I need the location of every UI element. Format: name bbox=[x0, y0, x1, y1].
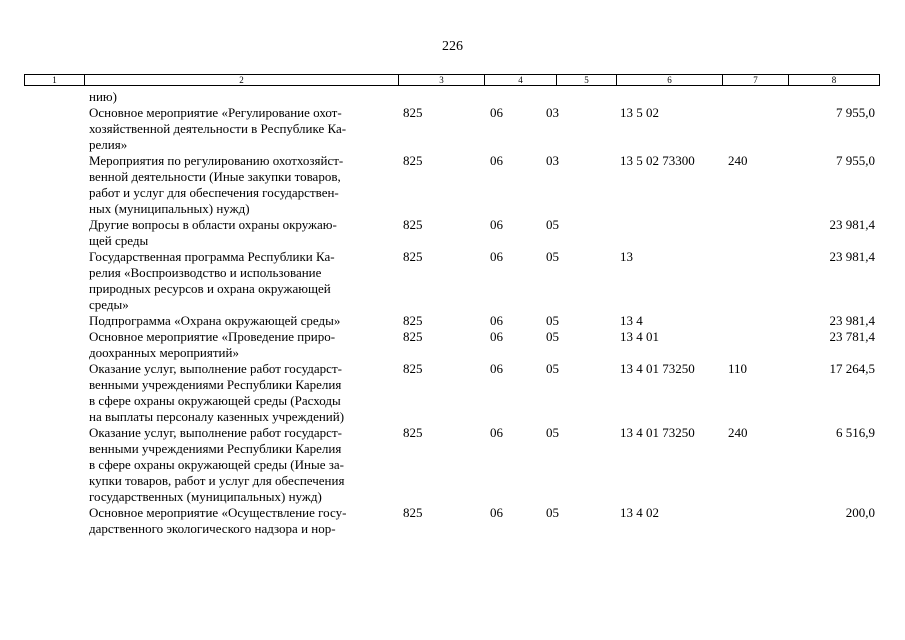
row-name-line: Оказание услуг, выполнение работ государст- bbox=[89, 425, 342, 440]
row-target-article-code: 13 4 01 bbox=[620, 329, 659, 344]
header-col-4: 4 bbox=[485, 75, 557, 85]
row-name-line: Основное мероприятие «Осуществление госу- bbox=[89, 505, 347, 520]
row-ministry-code: 825 bbox=[403, 217, 423, 232]
column-number-header bbox=[24, 74, 880, 86]
row-name-line: природных ресурсов и охрана окружающей bbox=[89, 281, 331, 296]
row-section-code: 06 bbox=[490, 217, 503, 232]
row-target-article-code: 13 bbox=[620, 249, 633, 264]
table-row bbox=[0, 329, 905, 361]
row-target-article-code: 13 5 02 73300 bbox=[620, 153, 695, 168]
row-name-line: венными учреждениями Республики Карелия bbox=[89, 441, 342, 456]
row-section-code: 06 bbox=[490, 249, 503, 264]
row-amount: 6 516,9 bbox=[836, 425, 875, 440]
row-name bbox=[89, 105, 389, 153]
header-col-8: 8 bbox=[831, 75, 837, 85]
row-name bbox=[89, 425, 389, 505]
table-row bbox=[0, 105, 905, 153]
table-row bbox=[0, 217, 905, 249]
row-name-line: Основное мероприятие «Проведение приро- bbox=[89, 329, 336, 344]
row-target-article-code: 13 4 01 73250 bbox=[620, 361, 695, 376]
row-ministry-code: 825 bbox=[403, 329, 423, 344]
row-expense-type-code: 240 bbox=[728, 153, 748, 168]
row-subsection-code: 03 bbox=[546, 105, 559, 120]
row-name-line: среды» bbox=[89, 297, 129, 312]
header-col-6: 6 bbox=[617, 75, 723, 85]
table-row bbox=[0, 249, 905, 313]
row-subsection-code: 05 bbox=[546, 505, 559, 520]
row-ministry-code: 825 bbox=[403, 505, 423, 520]
row-name-line: в сфере охраны окружающей среды (Расходы bbox=[89, 393, 341, 408]
row-target-article-code: 13 4 01 73250 bbox=[620, 425, 695, 440]
row-section-code: 06 bbox=[490, 313, 503, 328]
row-ministry-code: 825 bbox=[403, 249, 423, 264]
budget-table-body bbox=[0, 89, 905, 537]
row-ministry-code: 825 bbox=[403, 105, 423, 120]
row-target-article-code: 13 5 02 bbox=[620, 105, 659, 120]
row-name-line: ных (муниципальных) нужд) bbox=[89, 201, 250, 216]
row-name-line: релия» bbox=[89, 137, 128, 152]
row-name-line: купки товаров, работ и услуг для обеспечения bbox=[89, 473, 345, 488]
row-amount: 23 981,4 bbox=[829, 313, 875, 328]
row-subsection-code: 05 bbox=[546, 329, 559, 344]
row-name-line: в сфере охраны окружающей среды (Иные за- bbox=[89, 457, 344, 472]
row-name bbox=[89, 217, 389, 249]
header-col-3: 3 bbox=[399, 75, 485, 85]
page-number: 226 bbox=[442, 39, 463, 54]
row-name-line: доохранных мероприятий» bbox=[89, 345, 239, 360]
row-name-line: государственных (муниципальных) нужд) bbox=[89, 489, 322, 504]
row-subsection-code: 05 bbox=[546, 249, 559, 264]
row-name-line: Подпрограмма «Охрана окружающей среды» bbox=[89, 313, 341, 328]
row-section-code: 06 bbox=[490, 361, 503, 376]
row-subsection-code: 05 bbox=[546, 361, 559, 376]
row-target-article-code: 13 4 02 bbox=[620, 505, 659, 520]
row-target-article-code: 13 4 bbox=[620, 313, 643, 328]
row-ministry-code: 825 bbox=[403, 361, 423, 376]
row-name-line: релия «Воспроизводство и использование bbox=[89, 265, 322, 280]
table-row bbox=[0, 361, 905, 425]
row-name bbox=[89, 313, 389, 329]
row-name-line: венной деятельности (Иные закупки товаров, bbox=[89, 169, 341, 184]
row-amount: 17 264,5 bbox=[829, 361, 875, 376]
table-row bbox=[0, 313, 905, 329]
row-name-line: дарственного экологического надзора и нор- bbox=[89, 521, 336, 536]
row-name-line: Оказание услуг, выполнение работ государст- bbox=[89, 361, 342, 376]
row-section-code: 06 bbox=[490, 153, 503, 168]
table-row bbox=[0, 425, 905, 505]
row-name bbox=[89, 505, 389, 537]
row-name bbox=[89, 329, 389, 361]
row-expense-type-code: 240 bbox=[728, 425, 748, 440]
header-col-2: 2 bbox=[85, 75, 399, 85]
row-name-line: Мероприятия по регулированию охотхозяйст- bbox=[89, 153, 344, 168]
row-amount: 23 981,4 bbox=[829, 217, 875, 232]
row-name bbox=[89, 89, 389, 105]
table-row bbox=[0, 505, 905, 537]
table-row bbox=[0, 153, 905, 217]
row-name-line: Другие вопросы в области охраны окружаю- bbox=[89, 217, 337, 232]
row-name-line: Основное мероприятие «Регулирование охот- bbox=[89, 105, 342, 120]
row-subsection-code: 03 bbox=[546, 153, 559, 168]
row-ministry-code: 825 bbox=[403, 313, 423, 328]
row-section-code: 06 bbox=[490, 425, 503, 440]
header-col-5: 5 bbox=[557, 75, 617, 85]
row-amount: 200,0 bbox=[845, 505, 875, 520]
row-name bbox=[89, 153, 389, 217]
header-col-7: 7 bbox=[723, 75, 789, 85]
row-name-line: щей среды bbox=[89, 233, 149, 248]
row-subsection-code: 05 bbox=[546, 313, 559, 328]
row-subsection-code: 05 bbox=[546, 425, 559, 440]
row-name bbox=[89, 361, 389, 425]
row-name-line: венными учреждениями Республики Карелия bbox=[89, 377, 342, 392]
row-amount: 7 955,0 bbox=[836, 153, 875, 168]
header-col-1: 1 bbox=[25, 75, 85, 85]
row-expense-type-code: 110 bbox=[728, 361, 748, 376]
row-name-line: Государственная программа Республики Ка- bbox=[89, 249, 335, 264]
table-row bbox=[0, 89, 905, 105]
row-amount: 23 781,4 bbox=[829, 329, 875, 344]
row-name-line: работ и услуг для обеспечения государствен- bbox=[89, 185, 339, 200]
row-name-line: хозяйственной деятельности в Республике Ка- bbox=[89, 121, 347, 136]
row-amount: 7 955,0 bbox=[836, 105, 875, 120]
row-subsection-code: 05 bbox=[546, 217, 559, 232]
row-name bbox=[89, 249, 389, 313]
row-name-line: нию) bbox=[89, 89, 117, 104]
row-section-code: 06 bbox=[490, 329, 503, 344]
row-amount: 23 981,4 bbox=[829, 249, 875, 264]
row-ministry-code: 825 bbox=[403, 425, 423, 440]
row-name-line: на выплаты персоналу казенных учреждений) bbox=[89, 409, 345, 424]
row-section-code: 06 bbox=[490, 105, 503, 120]
row-section-code: 06 bbox=[490, 505, 503, 520]
row-ministry-code: 825 bbox=[403, 153, 423, 168]
